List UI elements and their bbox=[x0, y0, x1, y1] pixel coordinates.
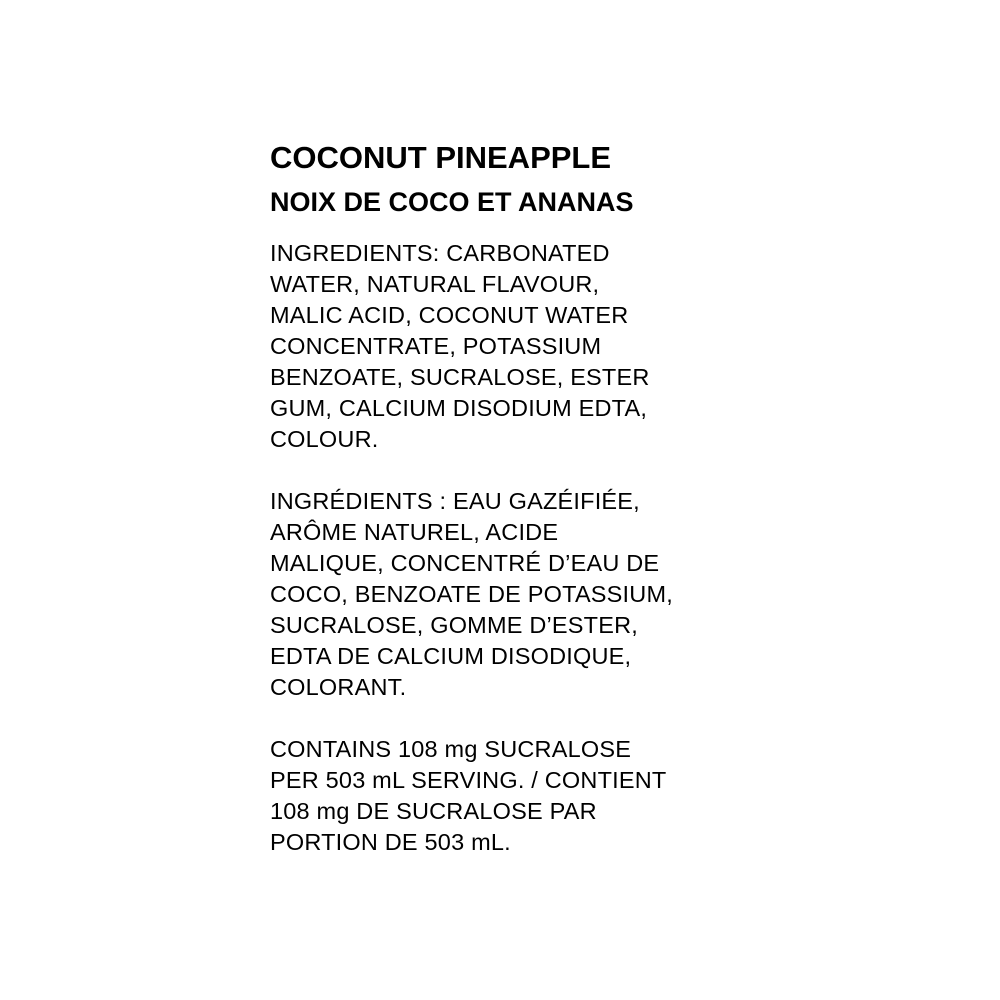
ingredients-fr-line: MALIQUE, CONCENTRÉ D’EAU DE bbox=[270, 550, 660, 576]
ingredients-english bbox=[270, 238, 750, 455]
sucralose-line: 108 mg DE SUCRALOSE PAR bbox=[270, 798, 597, 824]
ingredients-en-line: GUM, CALCIUM DISODIUM EDTA, bbox=[270, 395, 648, 421]
sucralose-line: CONTAINS 108 mg SUCRALOSE bbox=[270, 736, 632, 762]
ingredients-en-line: CONCENTRATE, POTASSIUM bbox=[270, 333, 602, 359]
product-title: COCONUT PINEAPPLE bbox=[270, 140, 612, 175]
ingredients-fr-line: EDTA DE CALCIUM DISODIQUE, bbox=[270, 643, 632, 669]
ingredients-fr-line: ARÔME NATUREL, ACIDE bbox=[270, 519, 559, 545]
product-subtitle-fr: NOIX DE COCO ET ANANAS bbox=[270, 187, 634, 217]
ingredients-en-line: COLOUR. bbox=[270, 426, 379, 452]
ingredients-fr-line: SUCRALOSE, GOMME D’ESTER, bbox=[270, 612, 638, 638]
ingredients-en-line: BENZOATE, SUCRALOSE, ESTER bbox=[270, 364, 650, 390]
ingredients-fr-line: COLORANT. bbox=[270, 674, 407, 700]
ingredients-fr-line: INGRÉDIENTS : EAU GAZÉIFIÉE, bbox=[270, 488, 640, 514]
ingredients-en-line: INGREDIENTS: CARBONATED bbox=[270, 240, 610, 266]
ingredients-french bbox=[270, 486, 750, 703]
ingredients-en-line: MALIC ACID, COCONUT WATER bbox=[270, 302, 629, 328]
ingredient-label bbox=[270, 138, 750, 858]
ingredients-en-line: WATER, NATURAL FLAVOUR, bbox=[270, 271, 600, 297]
sucralose-line: PORTION DE 503 mL. bbox=[270, 829, 511, 855]
sucralose-statement bbox=[270, 734, 750, 858]
sucralose-line: PER 503 mL SERVING. / CONTIENT bbox=[270, 767, 667, 793]
ingredients-fr-line: COCO, BENZOATE DE POTASSIUM, bbox=[270, 581, 673, 607]
